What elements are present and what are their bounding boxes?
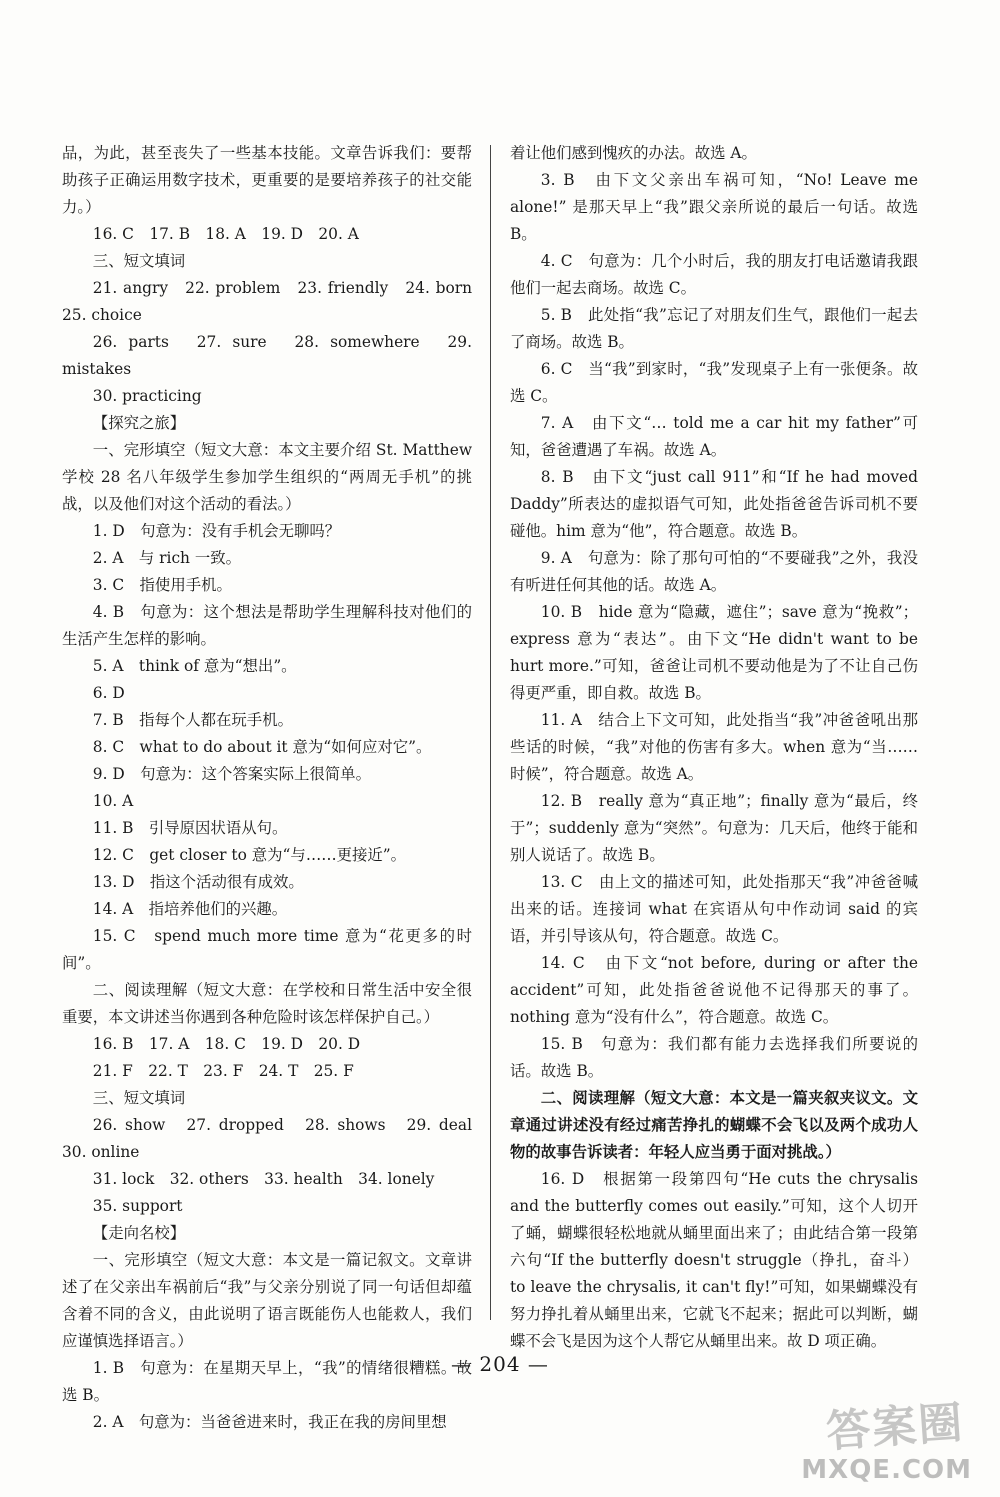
text-paragraph: 4. C 句意为：几个小时后，我的朋友打电话邀请我跟他们一起去商场。故选 C。 bbox=[510, 252, 918, 297]
text-paragraph: 26. parts 27. sure 28. somewhere 29. mistakes bbox=[62, 333, 472, 378]
text-paragraph: 10. A bbox=[92, 792, 134, 810]
text-paragraph: 16. C 17. B 18. A 19. D 20. A bbox=[92, 225, 359, 243]
text-paragraph: 着让他们感到愧疚的办法。故选 A。 bbox=[510, 144, 757, 162]
text-paragraph: 二、阅读理解（短文大意：本文是一篇夹叙夹议文。文章通过讲述没有经过痛苦挣扎的蝴蝶不会飞以及两个成功人物的故事告诉读者：年轻人应当勇于面对挑战。） bbox=[510, 1089, 918, 1161]
text-paragraph: 16. D 根据第一段第四句“He cuts the chrysalis and the butterfly comes out easily.”可知，这个人切开了蛹，蝴蝶很轻松地就从蛹里面出来了；由此结合第一段第六句“If the butterfly doesn't struggle（挣扎，奋斗） to leave the chrysalis, it can't fly!”可知，如果蝴蝶没有努力挣扎着从蛹里出来，它就飞不起来；据此可以判断，蝴蝶不会飞是因为这个人帮它从蛹里出来。故 D 项正确。 bbox=[510, 1170, 918, 1350]
text-paragraph: 15. B 句意为：我们都有能力去选择我们所要说的话。故选 B。 bbox=[510, 1035, 918, 1080]
text-paragraph: 6. D bbox=[92, 684, 125, 702]
text-paragraph: 1. B 句意为：在星期天早上，“我”的情绪很糟糕。故选 B。 bbox=[62, 1359, 472, 1404]
text-paragraph: 13. D 指这个活动很有成效。 bbox=[92, 873, 304, 891]
text-paragraph: 11. B 引导原因状语从句。 bbox=[92, 819, 288, 837]
text-paragraph: 5. A think of 意为“想出”。 bbox=[92, 657, 297, 675]
text-paragraph: 21. F 22. T 23. F 24. T 25. F bbox=[92, 1062, 354, 1080]
watermark-logo bbox=[782, 1391, 972, 1491]
text-paragraph: 14. A 指培养他们的兴趣。 bbox=[92, 900, 288, 918]
text-paragraph: 【探究之旅】 bbox=[92, 414, 186, 432]
text-paragraph: 7. B 指每个人都在玩手机。 bbox=[92, 711, 293, 729]
text-paragraph: 16. B 17. A 18. C 19. D 20. D bbox=[92, 1035, 361, 1053]
text-paragraph: 2. A 与 rich 一致。 bbox=[92, 549, 242, 567]
text-paragraph: 4. B 句意为：这个想法是帮助学生理解科技对他们的生活产生怎样的影响。 bbox=[62, 603, 472, 648]
text-paragraph: 三、短文填词 bbox=[92, 252, 186, 270]
text-paragraph: 8. C what to do about it 意为“如何应对它”。 bbox=[92, 738, 432, 756]
text-paragraph: 31. lock 32. others 33. health 34. lonely bbox=[92, 1170, 435, 1188]
text-paragraph: 6. C 当“我”到家时，“我”发现桌子上有一张便条。故选 C。 bbox=[510, 360, 918, 405]
text-paragraph: 1. D 句意为：没有手机会无聊吗？ bbox=[92, 522, 341, 540]
text-paragraph: 15. C spend much more time 意为“花更多的时间”。 bbox=[62, 927, 472, 972]
text-paragraph: 12. C get closer to 意为“与……更接近”。 bbox=[92, 846, 407, 864]
text-paragraph: 9. D 句意为：这个答案实际上很简单。 bbox=[92, 765, 371, 783]
text-paragraph: 2. A 句意为：当爸爸进来时，我正在我的房间里想 bbox=[92, 1413, 447, 1431]
text-paragraph: 3. B 由下文父亲出车祸可知，“No! Leave me alone!” 是那天早上“我”跟父亲所说的最后一句话。故选 B。 bbox=[510, 171, 918, 243]
text-paragraph: 一、完形填空（短文大意：本文主要介绍 St. Matthew 学校 28 名八年级学生参加学生组织的“两周无手机”的挑战，以及他们对这个活动的看法。） bbox=[62, 441, 472, 513]
text-paragraph: 10. B hide 意为“隐藏，遮住”；save 意为“挽救”；express 意为“表达”。由下文“He didn't want to be hurt more.”可知，爸爸让司机不要动他是为了不让自己伤得更严重，即自救。故选 B。 bbox=[510, 603, 918, 702]
text-paragraph: 二、阅读理解（短文大意：在学校和日常生活中安全很重要，本文讲述当你遇到各种危险时该怎样保护自己。） bbox=[62, 981, 472, 1026]
text-paragraph: 9. A 句意为：除了那句可怕的“不要碰我”之外，我没有听进任何其他的话。故选 A。 bbox=[510, 549, 918, 594]
text-paragraph: 【走向名校】 bbox=[92, 1224, 186, 1242]
text-paragraph: 12. B really 意为“真正地”；finally 意为“最后，终于”；suddenly 意为“突然”。句意为：几天后，他终于能和别人说话了。故选 B。 bbox=[510, 792, 918, 864]
text-paragraph: 8. B 由下文“just call 911”和“If he had moved Daddy”所表达的虚拟语气可知，此处指爸爸告诉司机不要碰他。him 意为“他”，符合题意。故选 B。 bbox=[510, 468, 918, 540]
text-paragraph: 三、短文填词 bbox=[92, 1089, 186, 1107]
page-number: — 204 — bbox=[451, 1352, 549, 1376]
watermark-url: MXQE.COM bbox=[801, 1455, 972, 1485]
text-paragraph: 35. support bbox=[92, 1197, 183, 1215]
left-column bbox=[62, 140, 488, 1436]
text-paragraph: 7. A 由下文“… told me a car hit my father”可知，爸爸遭遇了车祸。故选 A。 bbox=[510, 414, 918, 459]
column-divider bbox=[490, 145, 491, 1320]
text-paragraph: 13. C 由上文的描述可知，此处指那天“我”冲爸爸喊出来的话。连接词 what 在宾语从句中作动词 said 的宾语，并引导该从句，符合题意。故选 C。 bbox=[510, 873, 918, 945]
text-paragraph: 14. C 由下文“not before, during or after the accident”可知，此处指爸爸说他不记得那天的事了。nothing 意为“没有什么”，符合题意。故选 C。 bbox=[510, 954, 918, 1026]
text-paragraph: 品，为此，甚至丧失了一些基本技能。文章告诉我们：要帮助孩子正确运用数字技术，更重要的是要培养孩子的社交能力。） bbox=[62, 144, 472, 216]
text-paragraph: 11. A 结合上下文可知，此处指当“我”冲爸爸吼出那些话的时候，“我”对他的伤害有多大。when 意为“当……时候”，符合题意。故选 A。 bbox=[510, 711, 918, 783]
watermark-title: 答案圈 bbox=[824, 1397, 966, 1458]
text-paragraph: 3. C 指使用手机。 bbox=[92, 576, 232, 594]
text-paragraph: 5. B 此处指“我”忘记了对朋友们生气，跟他们一起去了商场。故选 B。 bbox=[510, 306, 918, 351]
text-paragraph: 21. angry 22. problem 23. friendly 24. born 25. choice bbox=[62, 279, 488, 324]
right-column bbox=[510, 140, 918, 1355]
text-paragraph: 一、完形填空（短文大意：本文是一篇记叙文。文章讲述了在父亲出车祸前后“我”与父亲分别说了同一句话但却蕴含着不同的含义，由此说明了语言既能伤人也能救人，我们应谨慎选择语言。） bbox=[62, 1251, 472, 1350]
text-paragraph: 26. show 27. dropped 28. shows 29. deal 30. online bbox=[62, 1116, 488, 1161]
text-paragraph: 30. practicing bbox=[92, 387, 202, 405]
